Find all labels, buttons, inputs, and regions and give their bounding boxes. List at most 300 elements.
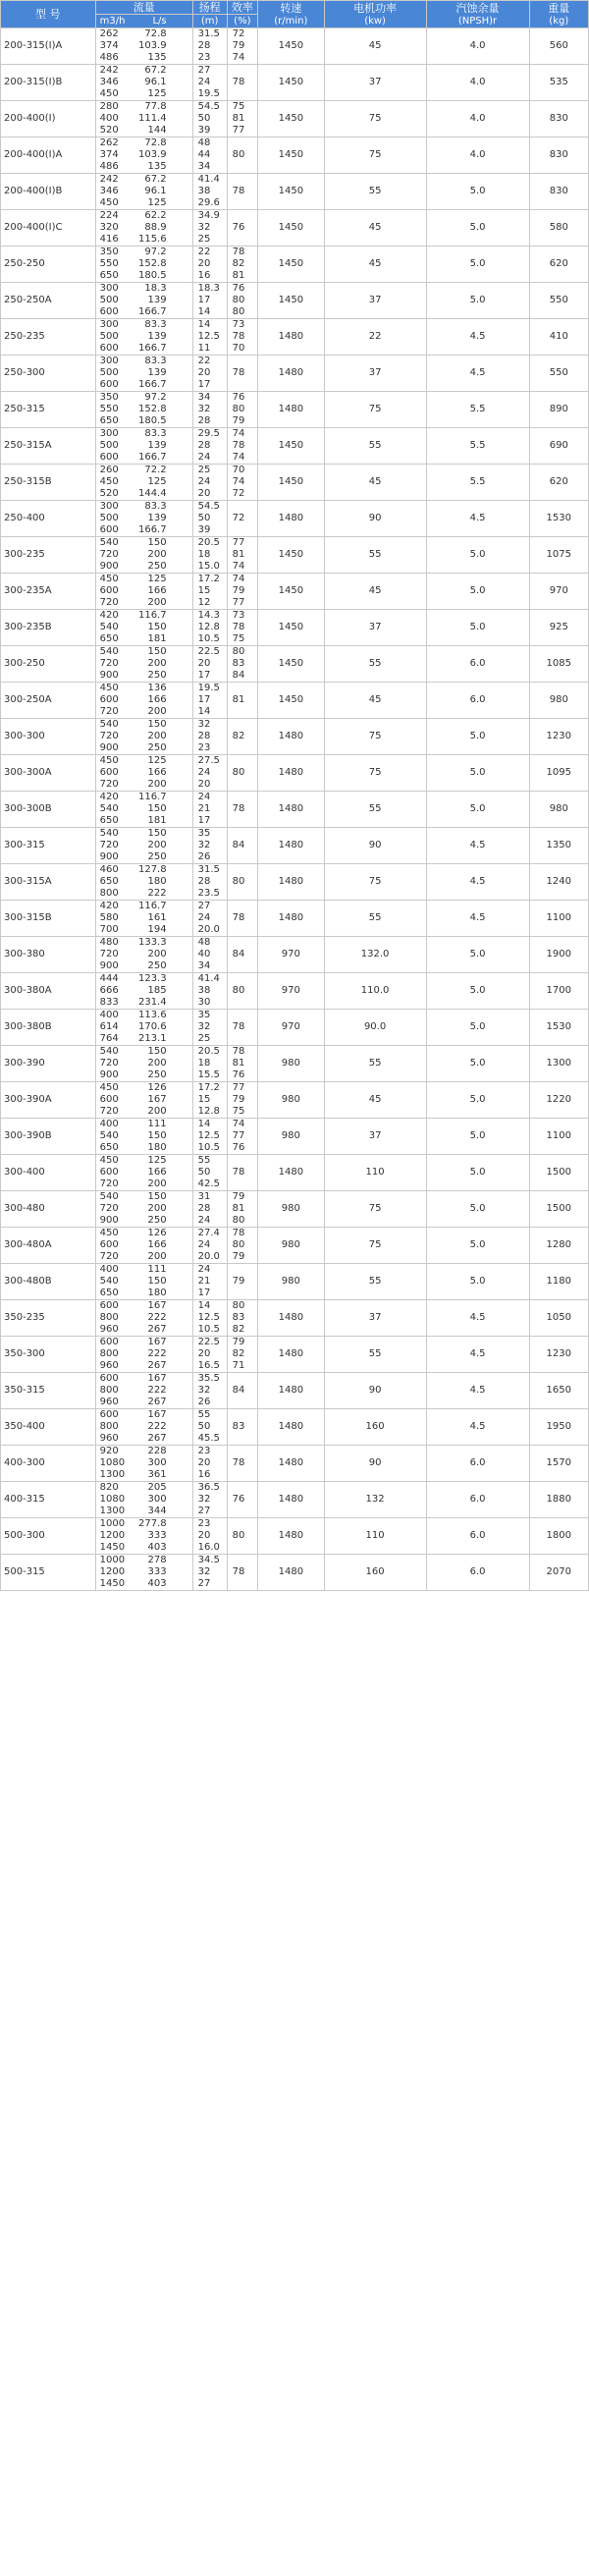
flow-m3h: 480 — [99, 937, 119, 948]
weight-cell: 550 — [529, 283, 588, 319]
flow-ls: 181 — [147, 815, 167, 826]
model-cell: 300-300B — [1, 792, 96, 828]
head-cell — [192, 792, 227, 828]
efficiency-value: 78 — [232, 1167, 245, 1178]
efficiency-cell — [227, 501, 257, 537]
flow-ls: 333 — [147, 1566, 167, 1577]
efficiency-value: 79 — [232, 1337, 245, 1347]
table-row — [1, 1518, 589, 1555]
flow-ls: 166.7 — [137, 343, 167, 354]
efficiency-cell — [227, 283, 257, 319]
npsh-cell: 5.5 — [426, 428, 529, 465]
flow-ls: 277.8 — [137, 1518, 167, 1529]
head-value: 12.8 — [197, 622, 220, 632]
efficiency-value: 74 — [232, 574, 245, 584]
flow-m3h: 900 — [99, 851, 119, 862]
flow-ls: 250 — [147, 670, 167, 681]
head-value: 29.5 — [197, 428, 220, 439]
flow-m3h: 540 — [99, 1276, 119, 1287]
power-cell: 55 — [324, 901, 426, 937]
npsh-cell: 6.0 — [426, 1482, 529, 1518]
head-value: 14 — [197, 1119, 211, 1129]
flow-m3h: 764 — [99, 1033, 119, 1044]
head-cell — [192, 356, 227, 392]
head-value: 21 — [197, 1276, 211, 1287]
efficiency-value: 78 — [232, 1566, 245, 1577]
flow-cell — [95, 755, 192, 792]
efficiency-cell — [227, 901, 257, 937]
table-row — [1, 864, 589, 901]
model-cell: 300-250 — [1, 646, 96, 683]
head-value: 41.4 — [197, 174, 220, 185]
speed-cell: 1480 — [258, 356, 325, 392]
model-cell: 200-400(I)C — [1, 210, 96, 247]
speed-cell: 1480 — [258, 828, 325, 864]
weight-cell: 980 — [529, 792, 588, 828]
flow-ls: 167 — [147, 1373, 167, 1384]
head-value: 23 — [197, 1446, 211, 1456]
flow-cell — [95, 719, 192, 755]
flow-ls: 167 — [147, 1337, 167, 1347]
weight-cell: 1230 — [529, 719, 588, 755]
table-body — [1, 28, 589, 1591]
weight-cell: 1280 — [529, 1228, 588, 1264]
head-value: 32 — [197, 1385, 211, 1396]
flow-cell — [95, 1155, 192, 1191]
flow-m3h: 820 — [99, 1482, 119, 1493]
flow-ls: 116.7 — [137, 901, 167, 911]
flow-ls: 166 — [147, 585, 167, 596]
head-cell — [192, 610, 227, 646]
efficiency-value: 79 — [232, 1251, 245, 1262]
table-row — [1, 1119, 589, 1155]
flow-ls: 250 — [147, 742, 167, 753]
table-row — [1, 428, 589, 465]
flow-ls: 88.9 — [144, 222, 167, 233]
head-value: 38 — [197, 985, 211, 996]
flow-ls: 150 — [147, 646, 167, 657]
power-cell: 90 — [324, 1373, 426, 1409]
flow-m3h: 600 — [99, 524, 119, 535]
efficiency-value: 80 — [232, 985, 245, 996]
flow-m3h: 550 — [99, 258, 119, 269]
flow-m3h: 600 — [99, 694, 119, 705]
head-cell — [192, 319, 227, 356]
npsh-cell: 4.0 — [426, 101, 529, 137]
flow-m3h: 1080 — [99, 1494, 126, 1505]
speed-cell: 1480 — [258, 1482, 325, 1518]
flow-m3h: 520 — [99, 488, 119, 499]
flow-ls: 127.8 — [137, 864, 167, 875]
power-cell: 37 — [324, 356, 426, 392]
table-row — [1, 1409, 589, 1446]
power-cell: 55 — [324, 537, 426, 574]
speed-cell: 1450 — [258, 137, 325, 174]
flow-m3h: 720 — [99, 1106, 119, 1117]
power-cell: 45 — [324, 210, 426, 247]
head-value: 20 — [197, 258, 211, 269]
head-value: 24 — [197, 1239, 211, 1250]
table-row — [1, 537, 589, 574]
head-value: 45.5 — [197, 1433, 220, 1444]
table-row — [1, 1264, 589, 1300]
head-cell — [192, 1373, 227, 1409]
efficiency-value: 80 — [232, 767, 245, 778]
power-cell: 45 — [324, 1082, 426, 1119]
table-header — [1, 1, 589, 28]
efficiency-value: 78 — [232, 440, 245, 451]
head-value: 17 — [197, 295, 211, 305]
efficiency-value: 72 — [232, 513, 245, 523]
head-value: 27.5 — [197, 755, 220, 766]
weight-cell: 1530 — [529, 1010, 588, 1046]
flow-m3h: 800 — [99, 1421, 119, 1432]
flow-m3h: 450 — [99, 1155, 119, 1166]
flow-cell — [95, 65, 192, 101]
model-cell: 250-400 — [1, 501, 96, 537]
model-cell: 300-380B — [1, 1010, 96, 1046]
flow-cell — [95, 901, 192, 937]
flow-ls: 150 — [147, 537, 167, 548]
efficiency-value: 80 — [232, 1215, 245, 1226]
head-value: 32 — [197, 840, 211, 850]
head-cell — [192, 1119, 227, 1155]
efficiency-value: 77 — [232, 597, 245, 608]
model-cell: 400-300 — [1, 1446, 96, 1482]
flow-m3h: 650 — [99, 1288, 119, 1298]
weight-cell: 1570 — [529, 1446, 588, 1482]
table-row — [1, 283, 589, 319]
model-cell: 350-315 — [1, 1373, 96, 1409]
flow-m3h: 346 — [99, 77, 119, 87]
model-cell: 250-250A — [1, 283, 96, 319]
flow-m3h: 900 — [99, 1069, 119, 1080]
flow-ls: 125 — [147, 574, 167, 584]
flow-m3h: 486 — [99, 52, 119, 63]
flow-ls: 83.3 — [144, 319, 167, 330]
head-value: 39 — [197, 125, 211, 136]
power-cell: 37 — [324, 283, 426, 319]
weight-cell: 550 — [529, 356, 588, 392]
head-value: 28 — [197, 440, 211, 451]
head-value: 24 — [197, 767, 211, 778]
flow-m3h: 900 — [99, 670, 119, 681]
npsh-cell: 6.0 — [426, 1555, 529, 1591]
head-cell — [192, 210, 227, 247]
npsh-cell: 5.0 — [426, 574, 529, 610]
flow-m3h: 350 — [99, 392, 119, 403]
head-value: 17.2 — [197, 574, 220, 584]
efficiency-value: 78 — [232, 247, 245, 257]
head-value: 17.2 — [197, 1082, 220, 1093]
header-efficiency: 效率 — [227, 1, 257, 15]
efficiency-value: 78 — [232, 1228, 245, 1238]
flow-ls: 150 — [147, 1276, 167, 1287]
weight-cell: 1500 — [529, 1155, 588, 1191]
head-value: 18 — [197, 1058, 211, 1069]
flow-cell — [95, 1482, 192, 1518]
npsh-cell: 5.5 — [426, 392, 529, 428]
npsh-cell: 4.5 — [426, 319, 529, 356]
flow-m3h: 460 — [99, 864, 119, 875]
flow-ls: 344 — [147, 1506, 167, 1516]
flow-ls: 181 — [147, 633, 167, 644]
flow-ls: 18.3 — [144, 283, 167, 294]
efficiency-cell — [227, 574, 257, 610]
efficiency-cell — [227, 247, 257, 283]
efficiency-value: 71 — [232, 1360, 245, 1371]
model-cell: 200-315(I)B — [1, 65, 96, 101]
speed-cell: 1480 — [258, 901, 325, 937]
flow-ls: 231.4 — [137, 997, 167, 1008]
npsh-cell: 4.5 — [426, 828, 529, 864]
head-cell — [192, 101, 227, 137]
efficiency-cell — [227, 537, 257, 574]
power-cell: 55 — [324, 1046, 426, 1082]
power-cell: 45 — [324, 465, 426, 501]
weight-cell: 620 — [529, 465, 588, 501]
speed-cell: 970 — [258, 937, 325, 973]
efficiency-value: 72 — [232, 28, 245, 39]
efficiency-value: 83 — [232, 1421, 245, 1432]
power-cell: 90 — [324, 1446, 426, 1482]
flow-cell — [95, 1555, 192, 1591]
flow-ls: 200 — [147, 706, 167, 717]
flow-m3h: 720 — [99, 1058, 119, 1069]
weight-cell: 1700 — [529, 973, 588, 1010]
flow-ls: 200 — [147, 949, 167, 959]
flow-ls: 103.9 — [137, 149, 167, 160]
efficiency-cell — [227, 319, 257, 356]
efficiency-value: 81 — [232, 694, 245, 705]
head-value: 11 — [197, 343, 211, 354]
flow-ls: 67.2 — [144, 174, 167, 185]
efficiency-value: 78 — [232, 186, 245, 196]
flow-m3h: 400 — [99, 1119, 119, 1129]
flow-ls: 200 — [147, 1251, 167, 1262]
model-cell: 350-300 — [1, 1337, 96, 1373]
flow-ls: 103.9 — [137, 40, 167, 51]
flow-cell — [95, 319, 192, 356]
efficiency-value: 78 — [232, 1021, 245, 1032]
efficiency-cell — [227, 174, 257, 210]
head-value: 20.0 — [197, 924, 220, 935]
head-value: 28 — [197, 415, 211, 426]
head-value: 23.5 — [197, 888, 220, 899]
npsh-cell: 5.0 — [426, 973, 529, 1010]
table-row — [1, 937, 589, 973]
speed-cell: 1480 — [258, 1555, 325, 1591]
efficiency-value: 77 — [232, 125, 245, 136]
flow-ls: 166 — [147, 767, 167, 778]
efficiency-cell — [227, 1155, 257, 1191]
flow-m3h: 700 — [99, 924, 119, 935]
power-cell: 75 — [324, 755, 426, 792]
flow-m3h: 540 — [99, 537, 119, 548]
efficiency-value: 81 — [232, 113, 245, 124]
flow-m3h: 650 — [99, 876, 119, 887]
npsh-cell: 5.0 — [426, 1082, 529, 1119]
npsh-cell: 5.0 — [426, 283, 529, 319]
speed-cell: 980 — [258, 1264, 325, 1300]
flow-ls: 166 — [147, 1239, 167, 1250]
head-value: 32 — [197, 719, 211, 730]
model-cell: 300-315A — [1, 864, 96, 901]
flow-ls: 166.7 — [137, 306, 167, 317]
flow-ls: 267 — [147, 1324, 167, 1335]
flow-ls: 152.8 — [137, 404, 167, 414]
model-cell: 250-300 — [1, 356, 96, 392]
flow-m3h: 416 — [99, 234, 119, 245]
efficiency-value: 72 — [232, 488, 245, 499]
speed-cell: 1450 — [258, 610, 325, 646]
flow-ls: 250 — [147, 561, 167, 572]
flow-ls: 166 — [147, 1167, 167, 1178]
flow-cell — [95, 137, 192, 174]
head-cell — [192, 1191, 227, 1228]
efficiency-value: 81 — [232, 549, 245, 560]
head-cell — [192, 1300, 227, 1337]
head-cell — [192, 937, 227, 973]
efficiency-value: 79 — [232, 1191, 245, 1202]
flow-m3h: 600 — [99, 1409, 119, 1420]
head-value: 39 — [197, 524, 211, 535]
power-cell: 110 — [324, 1155, 426, 1191]
flow-m3h: 1000 — [99, 1518, 126, 1529]
efficiency-cell — [227, 65, 257, 101]
head-value: 28 — [197, 40, 211, 51]
efficiency-value: 78 — [232, 331, 245, 342]
speed-cell: 1450 — [258, 465, 325, 501]
flow-m3h: 486 — [99, 161, 119, 172]
flow-cell — [95, 428, 192, 465]
speed-cell: 1450 — [258, 65, 325, 101]
flow-m3h: 650 — [99, 1142, 119, 1153]
flow-m3h: 450 — [99, 88, 119, 99]
flow-cell — [95, 1191, 192, 1228]
flow-ls: 72.8 — [144, 137, 167, 148]
head-cell — [192, 828, 227, 864]
speed-cell: 1480 — [258, 392, 325, 428]
head-value: 14 — [197, 1300, 211, 1311]
efficiency-cell — [227, 646, 257, 683]
table-row — [1, 1337, 589, 1373]
flow-cell — [95, 1228, 192, 1264]
efficiency-value: 84 — [232, 1385, 245, 1396]
head-value: 22 — [197, 356, 211, 366]
flow-ls: 403 — [147, 1542, 167, 1553]
head-cell — [192, 1155, 227, 1191]
flow-m3h: 374 — [99, 40, 119, 51]
flow-m3h: 300 — [99, 501, 119, 512]
flow-ls: 83.3 — [144, 428, 167, 439]
flow-ls: 167 — [147, 1300, 167, 1311]
flow-ls: 116.7 — [137, 610, 167, 621]
speed-cell: 1480 — [258, 1409, 325, 1446]
flow-ls: 228 — [147, 1446, 167, 1456]
speed-cell: 970 — [258, 973, 325, 1010]
head-cell — [192, 65, 227, 101]
npsh-cell: 4.5 — [426, 1409, 529, 1446]
flow-ls: 267 — [147, 1360, 167, 1371]
head-value: 29.6 — [197, 197, 220, 208]
efficiency-value: 78 — [232, 1046, 245, 1057]
power-cell: 132 — [324, 1482, 426, 1518]
efficiency-cell — [227, 1264, 257, 1300]
efficiency-value: 78 — [232, 77, 245, 87]
flow-ls: 166.7 — [137, 452, 167, 463]
flow-ls: 267 — [147, 1433, 167, 1444]
flow-m3h: 450 — [99, 574, 119, 584]
head-value: 20 — [197, 1348, 211, 1359]
flow-m3h: 960 — [99, 1324, 119, 1335]
weight-cell: 1220 — [529, 1082, 588, 1119]
efficiency-cell — [227, 1300, 257, 1337]
efficiency-value: 80 — [232, 295, 245, 305]
flow-m3h: 720 — [99, 549, 119, 560]
npsh-cell: 4.0 — [426, 28, 529, 65]
flow-ls: 222 — [147, 1385, 167, 1396]
head-value: 18.3 — [197, 283, 220, 294]
power-cell: 75 — [324, 392, 426, 428]
efficiency-value: 75 — [232, 633, 245, 644]
power-cell: 55 — [324, 428, 426, 465]
efficiency-value: 84 — [232, 670, 245, 681]
flow-cell — [95, 101, 192, 137]
weight-cell: 1350 — [529, 828, 588, 864]
efficiency-value: 83 — [232, 658, 245, 669]
table-row — [1, 574, 589, 610]
model-cell: 300-235 — [1, 537, 96, 574]
flow-cell — [95, 465, 192, 501]
head-value: 44 — [197, 149, 211, 160]
flow-m3h: 500 — [99, 331, 119, 342]
weight-cell: 2070 — [529, 1555, 588, 1591]
efficiency-cell — [227, 101, 257, 137]
head-value: 23 — [197, 52, 211, 63]
header-npsh: 汽蚀余量 (NPSH)r — [426, 1, 529, 28]
efficiency-cell — [227, 683, 257, 719]
head-value: 20 — [197, 779, 211, 790]
table-row — [1, 101, 589, 137]
flow-m3h: 1450 — [99, 1578, 126, 1589]
speed-cell: 1480 — [258, 1518, 325, 1555]
flow-ls: 125 — [147, 1155, 167, 1166]
table-row — [1, 319, 589, 356]
speed-cell: 1480 — [258, 501, 325, 537]
flow-ls: 150 — [147, 719, 167, 730]
header-flow-units: m3/h L/s — [95, 15, 192, 28]
flow-m3h: 420 — [99, 792, 119, 802]
flow-m3h: 720 — [99, 949, 119, 959]
npsh-cell: 4.0 — [426, 137, 529, 174]
efficiency-cell — [227, 356, 257, 392]
flow-cell — [95, 610, 192, 646]
head-value: 16 — [197, 270, 211, 281]
flow-ls: 125 — [147, 755, 167, 766]
model-cell: 300-380A — [1, 973, 96, 1010]
efficiency-cell — [227, 1482, 257, 1518]
head-value: 28 — [197, 876, 211, 887]
head-value: 34.9 — [197, 210, 220, 221]
table-row — [1, 1082, 589, 1119]
efficiency-cell — [227, 937, 257, 973]
npsh-cell: 5.0 — [426, 174, 529, 210]
flow-cell — [95, 1264, 192, 1300]
head-value: 25 — [197, 1033, 211, 1044]
flow-m3h: 500 — [99, 367, 119, 378]
efficiency-cell — [227, 1337, 257, 1373]
